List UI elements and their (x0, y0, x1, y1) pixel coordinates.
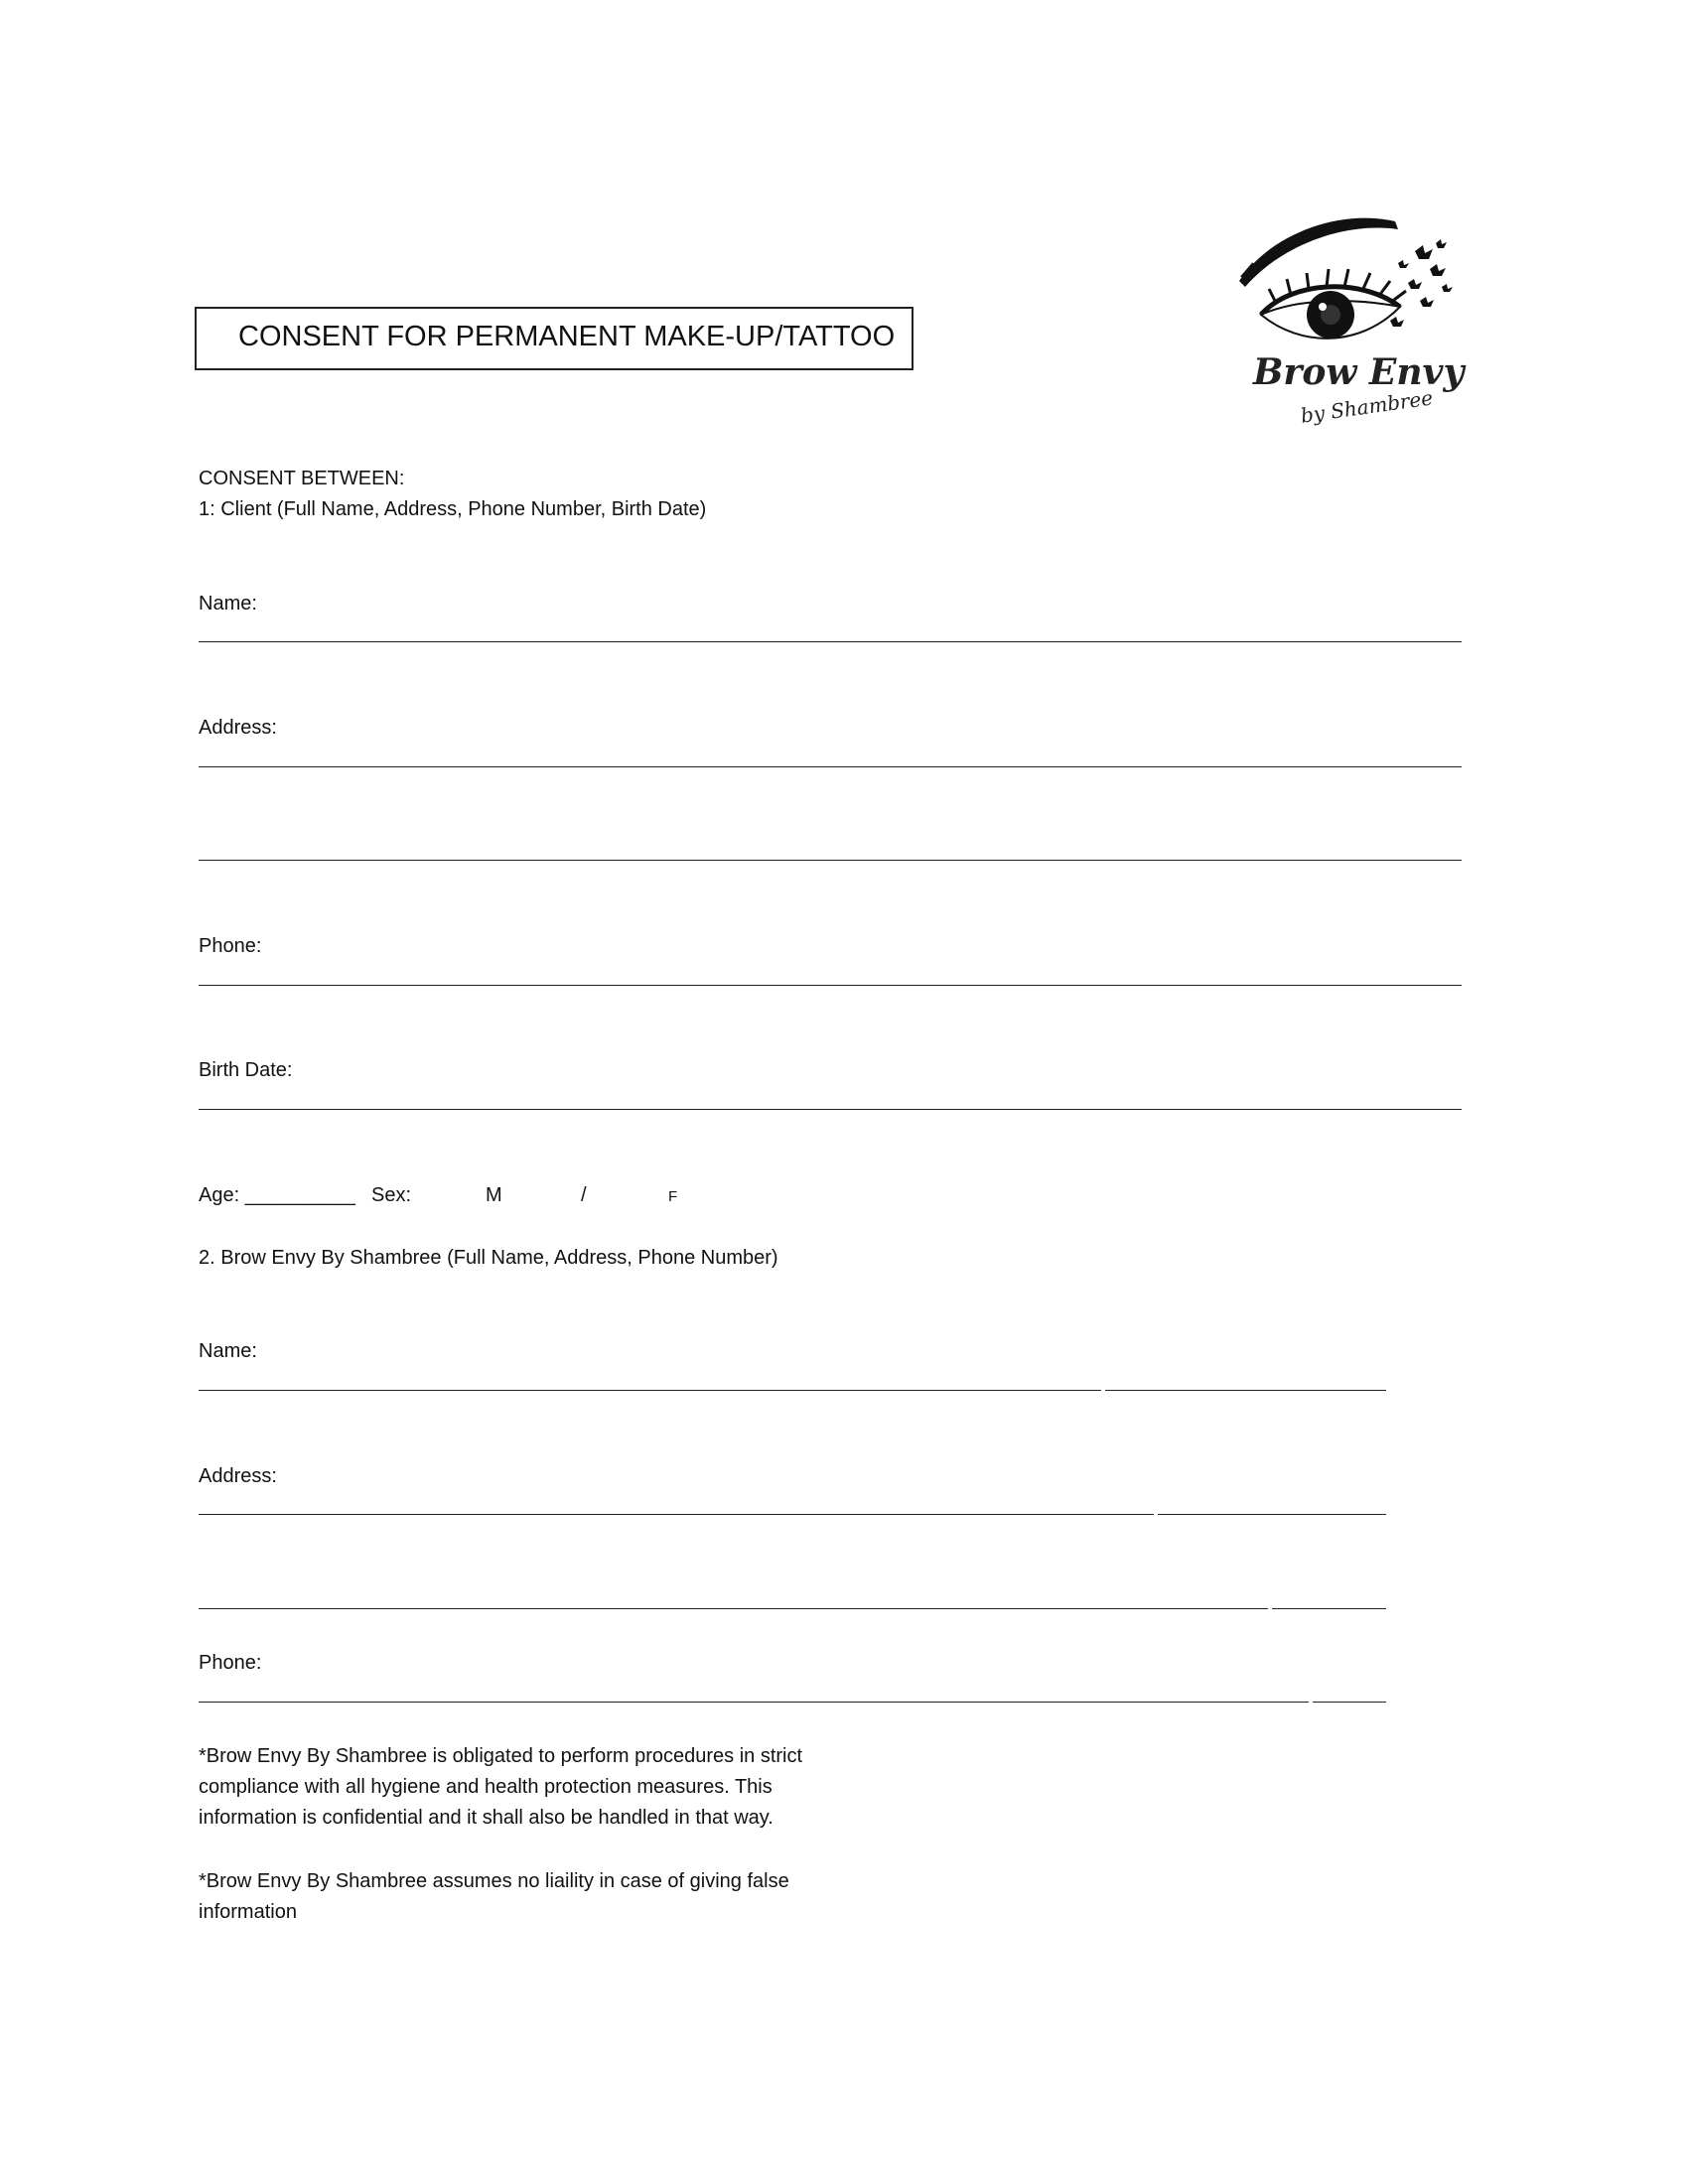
provider-phone-field[interactable] (199, 1702, 1309, 1703)
provider-address-label: Address: (199, 1465, 277, 1487)
provider-address-field-line-1[interactable] (199, 1514, 1154, 1515)
client-phone-field[interactable] (199, 985, 1462, 986)
provider-phone-label: Phone: (199, 1652, 262, 1674)
sex-label: Sex: (371, 1184, 412, 1206)
age-field[interactable]: Age: __________ (199, 1184, 355, 1206)
client-section-heading: 1: Client (Full Name, Address, Phone Number, Birth Date) (199, 498, 707, 520)
hygiene-note: *Brow Envy By Shambree is obligated to perform procedures in strict compliance with all hygiene and health protection measures. This information is confidential and it shall also be handled in that way. (199, 1745, 803, 1829)
provider-address-field-line-1-extra[interactable] (1158, 1514, 1386, 1515)
brand-logo (1231, 204, 1470, 432)
client-birth-date-field[interactable] (199, 1109, 1462, 1110)
consent-between-label: CONSENT BETWEEN: (199, 468, 405, 489)
client-address-field-line-1[interactable] (199, 766, 1462, 767)
eye-with-brow-and-butterflies-icon (1231, 204, 1470, 432)
sex-separator: / (581, 1184, 587, 1206)
provider-phone-field-extra[interactable] (1313, 1702, 1386, 1703)
provider-section-heading: 2. Brow Envy By Shambree (Full Name, Address, Phone Number) (199, 1247, 778, 1269)
svg-text:by Shambree: by Shambree (1299, 385, 1435, 428)
document-title: CONSENT FOR PERMANENT MAKE-UP/TATTOO (238, 321, 896, 352)
client-phone-label: Phone: (199, 935, 262, 957)
client-name-field[interactable] (199, 641, 1462, 642)
title-box (195, 307, 914, 370)
provider-name-field[interactable] (199, 1390, 1101, 1391)
provider-address-field-line-2[interactable] (199, 1608, 1268, 1609)
provider-address-field-line-2-extra[interactable] (1272, 1608, 1386, 1609)
liability-note: *Brow Envy By Shambree assumes no liaility in case of giving false information (199, 1870, 789, 1923)
svg-text:Brow Envy: Brow Envy (1253, 351, 1465, 393)
sex-option-m[interactable]: M (486, 1184, 502, 1206)
client-address-field-line-2[interactable] (199, 860, 1462, 861)
client-name-label: Name: (199, 593, 257, 614)
provider-name-field-extra[interactable] (1105, 1390, 1386, 1391)
client-birth-date-label: Birth Date: (199, 1059, 293, 1081)
client-address-label: Address: (199, 717, 277, 739)
provider-name-label: Name: (199, 1340, 257, 1362)
sex-option-f[interactable]: F (668, 1188, 678, 1205)
